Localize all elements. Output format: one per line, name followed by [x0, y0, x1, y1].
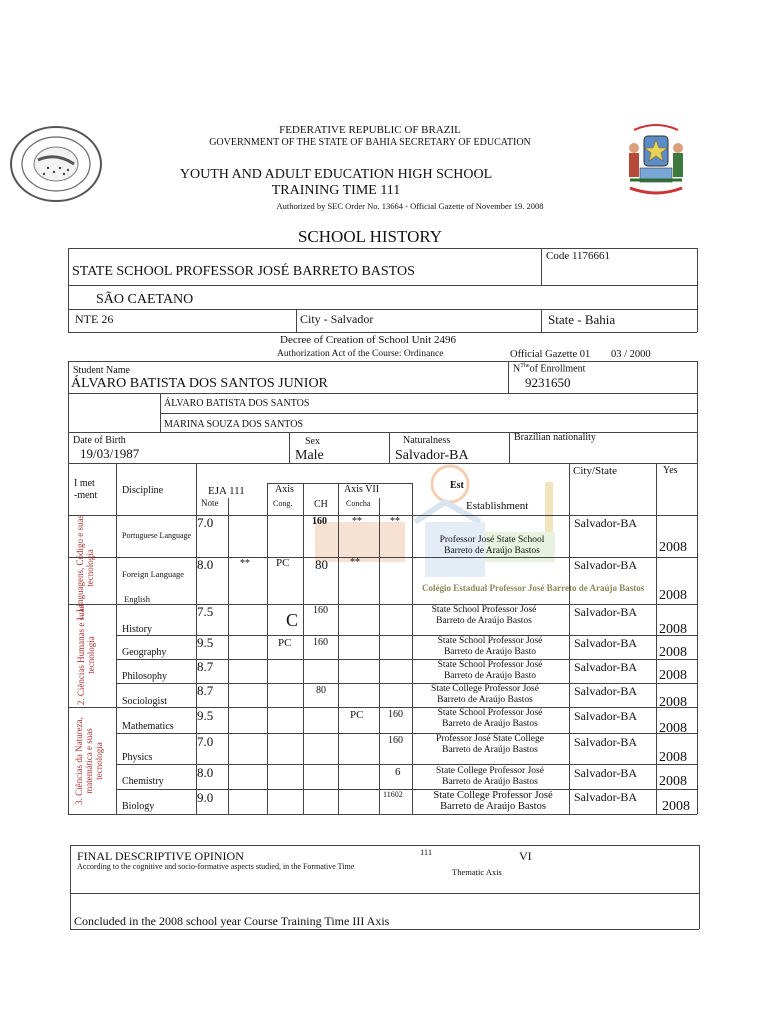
bahia-coat-of-arms-logo — [620, 122, 692, 206]
dob-label: Date of Birth — [73, 435, 126, 446]
sex-value: Male — [295, 448, 324, 463]
gazette-label: Official Gazette 01 — [510, 349, 591, 360]
stamp-text: Colégio Estadual Professor José Barreto de Araújo Bastos — [422, 583, 645, 593]
final-opinion-title: FINAL DESCRIPTIVE OPINION — [77, 849, 244, 863]
area-label-humanities: 2. Ciências Humanas e suas tecnologia — [76, 604, 96, 706]
met-header: I met -ment — [74, 478, 98, 501]
authorization-note: Authorized by SEC Order No. 13664 - Official Gazette of November 19. 2008 — [276, 201, 544, 211]
authorization-act: Authorization Act of the Course: Ordinance — [277, 349, 444, 359]
naturalness-label: Naturalness — [403, 435, 451, 446]
stray-letter: C — [286, 610, 299, 630]
decree-text: Decree of Creation of School Unit 2496 — [280, 334, 456, 346]
thematic-axis: Thematic Axis — [452, 867, 502, 877]
header-line-2: GOVERNMENT OF THE STATE OF BAHIA SECRETARY OF EDUCATION — [209, 137, 531, 148]
mother-name: MARINA SOUZA DOS SANTOS — [164, 419, 304, 430]
final-opinion-subtitle: According to the cognitive and socio-formative aspects studied, in the Formative Time — [77, 862, 355, 871]
concha-header: Concha — [346, 499, 371, 508]
city-label: City - Salvador — [300, 312, 374, 326]
note-header: Note — [201, 498, 219, 508]
cong-header: Cong. — [273, 499, 293, 508]
est-header: Est — [450, 480, 464, 491]
eja-header: EJA 111 — [208, 485, 245, 497]
sex-label: Sex — [305, 436, 320, 447]
area-label-sciences: 3. Ciências da Natureza, matemática e suas tecnologia — [74, 717, 104, 805]
school-type-title: YOUTH AND ADULT EDUCATION HIGH SCHOOL — [179, 167, 493, 182]
student-name-label: Student Name — [73, 365, 130, 376]
final-mark-111: 111 — [420, 847, 433, 857]
final-mark-vi: VI — [519, 849, 532, 863]
dob-value: 19/03/1987 — [80, 446, 140, 461]
axis7-header: Axis VII — [344, 484, 380, 495]
enrollment-label: $N^{The}of$ Enrollment — [513, 363, 586, 375]
concluded-text: Concluded in the 2008 school year Course Training Time III Axis — [74, 914, 390, 928]
federal-seal-logo — [8, 124, 104, 204]
city-state-header: City/State — [573, 465, 617, 477]
axis-header: Axis — [275, 484, 294, 495]
gazette-date: 03 / 2000 — [611, 349, 651, 360]
naturalness-value: Salvador-BA — [395, 448, 469, 463]
school-code: Code 1176661 — [546, 250, 611, 262]
student-name: ÁLVARO BATISTA DOS SANTOS JUNIOR — [71, 376, 328, 391]
year-header: Yes — [663, 465, 678, 476]
school-name: STATE SCHOOL PROFESSOR JOSÉ BARRETO BASTOS — [72, 264, 415, 279]
father-name: ÁLVARO BATISTA DOS SANTOS — [164, 398, 310, 409]
training-title: TRAINING TIME 111 — [271, 183, 401, 198]
school-district: SÃO CAETANO — [96, 292, 194, 307]
document-title: SCHOOL HISTORY — [297, 227, 443, 246]
header-line-1: FEDERATIVE REPUBLIC OF BRAZIL — [279, 124, 461, 136]
ch-header: CH — [314, 499, 328, 510]
nationality: Brazilian nationality — [514, 432, 596, 443]
establishment-header: Establishment — [466, 500, 529, 512]
discipline-header: Discipline — [122, 485, 164, 496]
area-label-languages: 1. Linguagens, Código e suas tecnologia — [75, 515, 95, 621]
enrollment-number: 9231650 — [525, 375, 571, 390]
state-label: State - Bahia — [548, 312, 616, 327]
nte-label: NTE 26 — [75, 312, 114, 326]
